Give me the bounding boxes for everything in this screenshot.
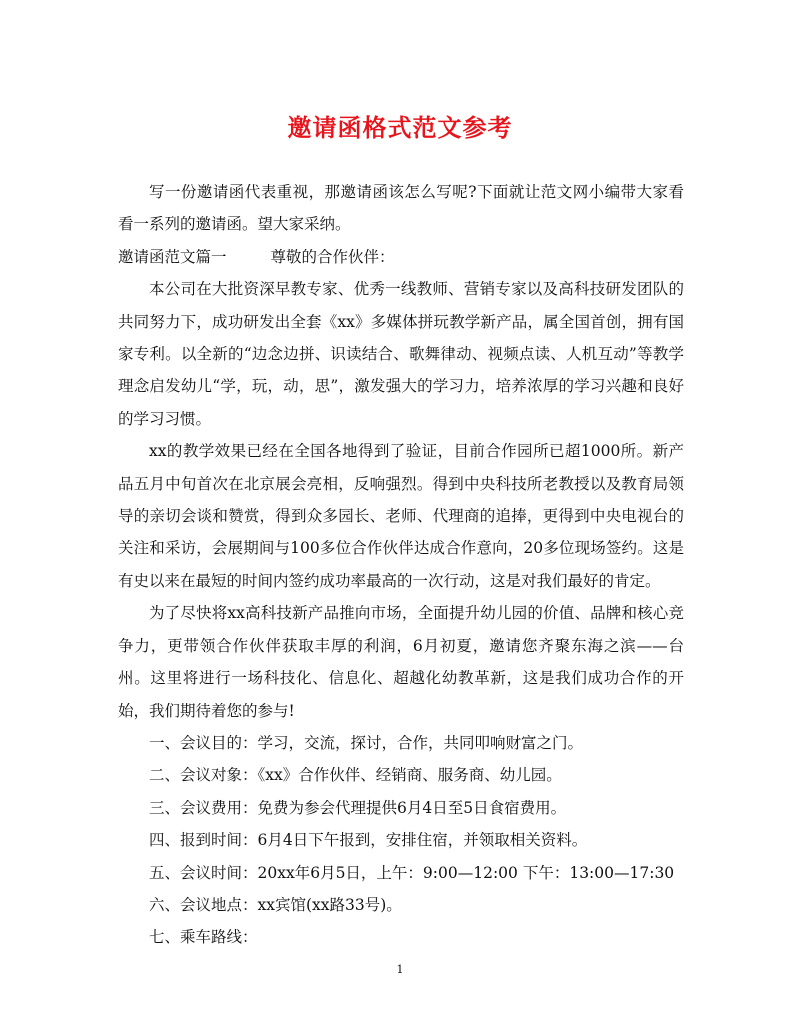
body-paragraph-2: xx的教学效果已经在全国各地得到了验证，目前合作园所已超1000所。新产品五月中旬首次在北京展会亮相，反响强烈。得到中央科技所老教授以及教育局领导的亲切会谈和赞赏，得到众多园长、老师、代理商的追捧，更得到中央电视台的关注和采访，会展期间与100多位合作伙伴达成合作意向，20多位现场签约。这是有史以来在最短的时间内签约成功率最高的一次行动，这是对我们最好的肯定。: [118, 442, 684, 590]
salutation: 尊敬的合作伙伴：: [270, 247, 395, 266]
registration-time: 四、报到时间：6月4日下午报到，安排住宿，并领取相关资料。: [149, 831, 588, 850]
meeting-time: 五、会议时间：20xx年6月5日，上午：9:00—12:00 下午：13:00—17:30: [149, 863, 675, 882]
document-title: 邀请函格式范文参考: [287, 113, 513, 142]
meeting-audience: 二、会议对象：《xx》合作伙伴、经销商、服务商、幼儿园。: [149, 766, 562, 785]
meeting-fee: 三、会议费用：免费为参会代理提供6月4日至5日食宿费用。: [149, 798, 567, 817]
body-paragraph-3: 为了尽快将xx高科技新产品推向市场，全面提升幼儿园的价值、品牌和核心竞争力，更带领合作伙伴获取丰厚的利润，6月初夏，邀请您齐聚东海之滨——台州。这里将进行一场科技化、信息化、超越化幼教革新，这是我们成功合作的开始，我们期待着您的参与!: [118, 604, 684, 720]
section-heading: 邀请函范文篇一: [118, 247, 227, 266]
section-heading-line: [118, 241, 684, 273]
meeting-purpose: 一、会议目的：学习，交流，探讨，合作，共同叩响财富之门。: [149, 733, 584, 752]
body-paragraph-1: 本公司在大批资深早教专家、优秀一线教师、营销专家以及高科技研发团队的共同努力下，成功研发出全套《xx》多媒体拼玩教学新产品，属全国首创，拥有国家专利。以全新的“边念边拼、识读结合、歌舞律动、视频点读、人机互动”等教学理念启发幼儿“学，玩，动，思”，激发强大的学习力，培养浓厚的学习兴趣和良好的学习习惯。: [118, 280, 684, 428]
meeting-location: 六、会议地点：xx宾馆(xx路33号)。: [149, 895, 402, 914]
intro-paragraph: 写一份邀请函代表重视，那邀请函该怎么写呢?下面就让范文网小编带大家看看一系列的邀请函。望大家采纳。: [118, 183, 684, 234]
document-body: [118, 176, 684, 954]
bus-route: 七、乘车路线：: [149, 928, 258, 947]
page-number: 1: [396, 963, 404, 976]
